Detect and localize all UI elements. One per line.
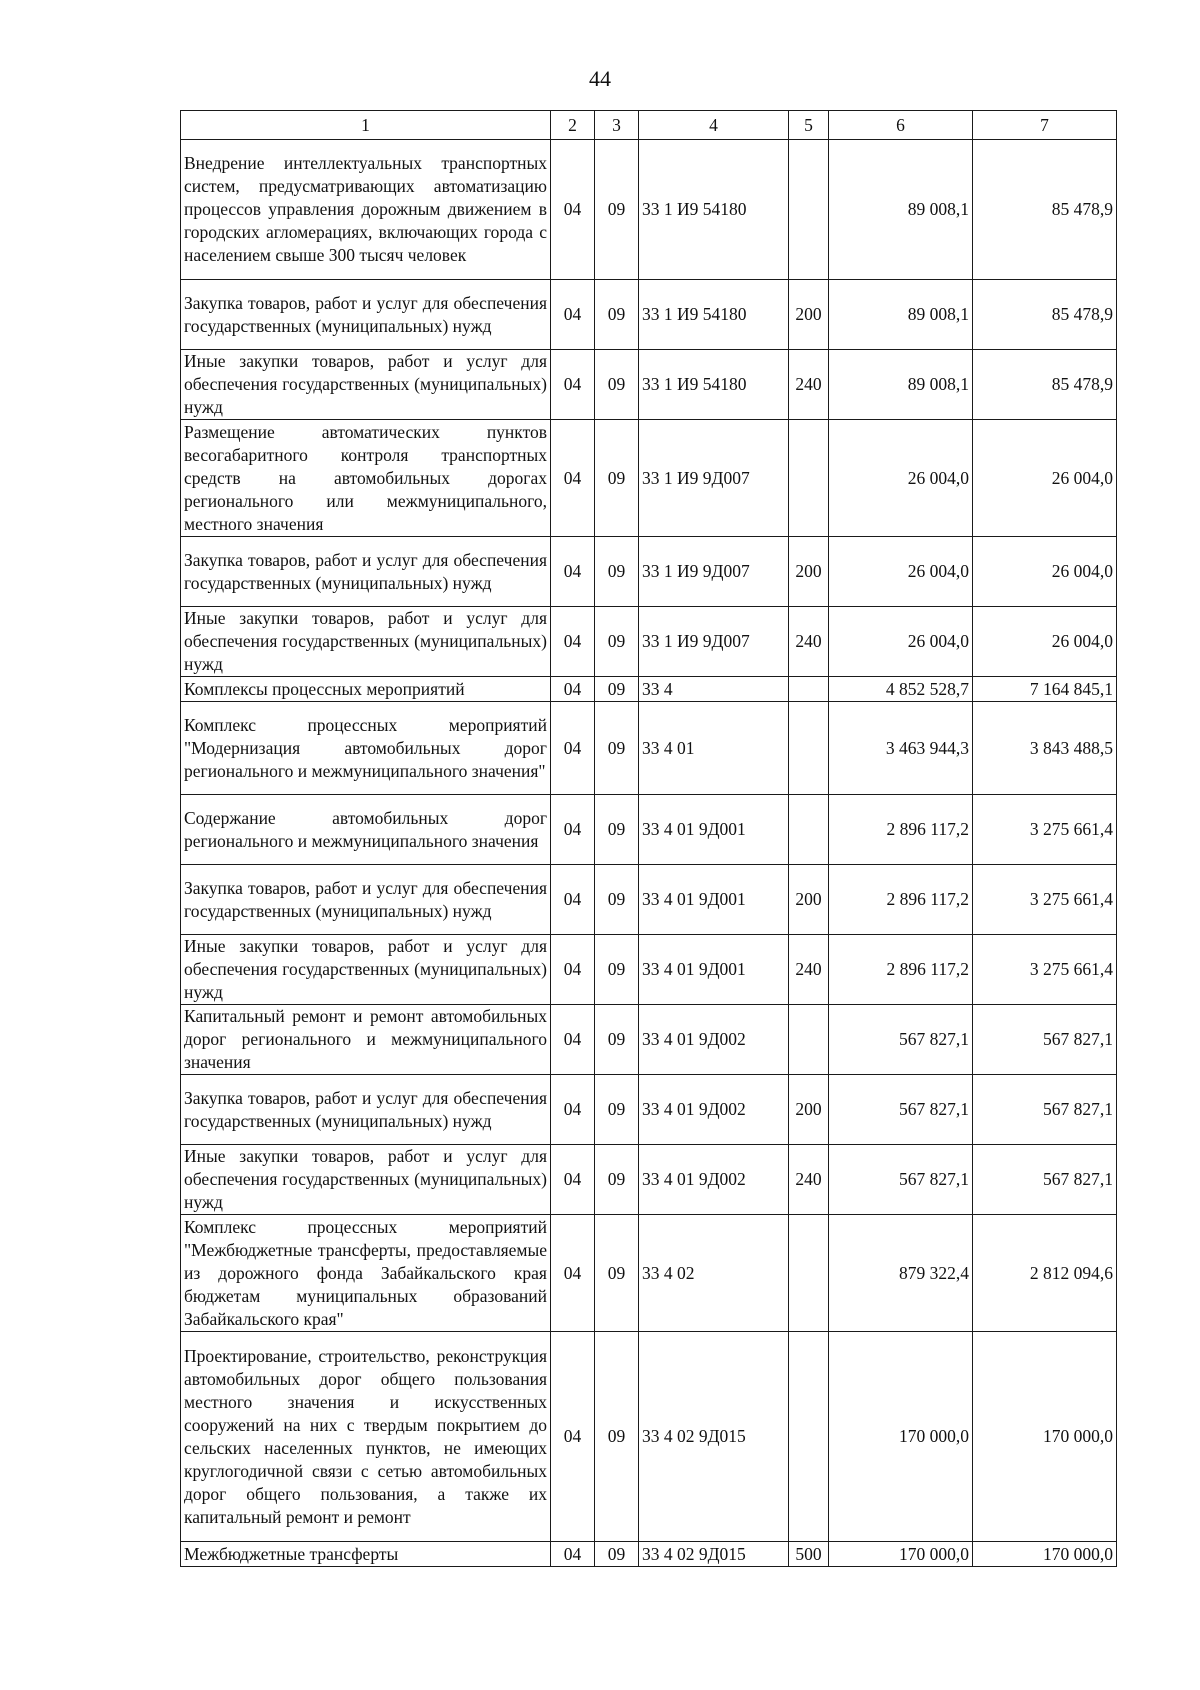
description-cell: Закупка товаров, работ и услуг для обеспечения государственных (муниципальных) нужд: [181, 1075, 551, 1145]
section-cell: 04: [551, 1215, 595, 1332]
table-row: [181, 1215, 1117, 1332]
column-header: 5: [789, 111, 829, 140]
subsection-cell: 09: [595, 350, 639, 420]
amount-year1-cell: 879 322,4: [829, 1215, 973, 1332]
description-cell: Закупка товаров, работ и услуг для обеспечения государственных (муниципальных) нужд: [181, 537, 551, 607]
subsection-cell: 09: [595, 140, 639, 280]
amount-year1-cell: 170 000,0: [829, 1542, 973, 1567]
target-code-cell: 33 1 И9 9Д007: [639, 537, 789, 607]
description-cell: Проектирование, строительство, реконструкция автомобильных дорог общего пользования местного значения и искусственных сооружений на них с твердым покрытием до сельских населенных пунктов, не имеющих круглогодичной связи с сетью автомобильных дорог общего пользования, а также их капитальный ремонт и ремонт: [181, 1332, 551, 1542]
table-row: [181, 140, 1117, 280]
subsection-cell: 09: [595, 865, 639, 935]
description-cell: Комплекс процессных мероприятий "Модернизация автомобильных дорог регионального и межмуниципального значения": [181, 702, 551, 795]
expense-type-cell: [789, 702, 829, 795]
description-cell: Размещение автоматических пунктов весогабаритного контроля транспортных средств на автомобильных дорогах регионального или межмуниципального, местного значения: [181, 420, 551, 537]
section-cell: 04: [551, 702, 595, 795]
table-row: [181, 607, 1117, 677]
subsection-cell: 09: [595, 702, 639, 795]
amount-year1-cell: 26 004,0: [829, 420, 973, 537]
table-row: [181, 935, 1117, 1005]
description-cell: Закупка товаров, работ и услуг для обеспечения государственных (муниципальных) нужд: [181, 865, 551, 935]
table-body: [181, 140, 1117, 1567]
expense-type-cell: [789, 795, 829, 865]
expense-type-cell: 200: [789, 537, 829, 607]
table-row: [181, 350, 1117, 420]
amount-year1-cell: 4 852 528,7: [829, 677, 973, 702]
expense-type-cell: [789, 677, 829, 702]
table-row: [181, 1332, 1117, 1542]
amount-year1-cell: 3 463 944,3: [829, 702, 973, 795]
subsection-cell: 09: [595, 1005, 639, 1075]
column-header: 6: [829, 111, 973, 140]
subsection-cell: 09: [595, 795, 639, 865]
section-cell: 04: [551, 935, 595, 1005]
description-cell: Иные закупки товаров, работ и услуг для обеспечения государственных (муниципальных) нужд: [181, 607, 551, 677]
amount-year2-cell: 170 000,0: [973, 1332, 1117, 1542]
section-cell: 04: [551, 865, 595, 935]
description-cell: Иные закупки товаров, работ и услуг для обеспечения государственных (муниципальных) нужд: [181, 350, 551, 420]
section-cell: 04: [551, 1145, 595, 1215]
expense-type-cell: 200: [789, 280, 829, 350]
column-header: 4: [639, 111, 789, 140]
section-cell: 04: [551, 1005, 595, 1075]
table-row: [181, 420, 1117, 537]
amount-year1-cell: 170 000,0: [829, 1332, 973, 1542]
target-code-cell: 33 4: [639, 677, 789, 702]
target-code-cell: 33 1 И9 54180: [639, 140, 789, 280]
column-header: 2: [551, 111, 595, 140]
subsection-cell: 09: [595, 1075, 639, 1145]
description-cell: Комплексы процессных мероприятий: [181, 677, 551, 702]
table-row: [181, 702, 1117, 795]
amount-year2-cell: 567 827,1: [973, 1145, 1117, 1215]
subsection-cell: 09: [595, 1542, 639, 1567]
amount-year2-cell: 26 004,0: [973, 420, 1117, 537]
amount-year2-cell: 567 827,1: [973, 1075, 1117, 1145]
expense-type-cell: 200: [789, 1075, 829, 1145]
description-cell: Комплекс процессных мероприятий "Межбюджетные трансферты, предоставляемые из дорожного фонда Забайкальского края бюджетам муниципальных образований Забайкальского края": [181, 1215, 551, 1332]
description-cell: Межбюджетные трансферты: [181, 1542, 551, 1567]
amount-year2-cell: 3 275 661,4: [973, 865, 1117, 935]
target-code-cell: 33 4 01 9Д002: [639, 1145, 789, 1215]
description-cell: Иные закупки товаров, работ и услуг для обеспечения государственных (муниципальных) нужд: [181, 1145, 551, 1215]
subsection-cell: 09: [595, 1215, 639, 1332]
section-cell: 04: [551, 1542, 595, 1567]
amount-year2-cell: 2 812 094,6: [973, 1215, 1117, 1332]
section-cell: 04: [551, 795, 595, 865]
description-cell: Закупка товаров, работ и услуг для обеспечения государственных (муниципальных) нужд: [181, 280, 551, 350]
description-cell: Иные закупки товаров, работ и услуг для обеспечения государственных (муниципальных) нужд: [181, 935, 551, 1005]
table-row: [181, 677, 1117, 702]
subsection-cell: 09: [595, 677, 639, 702]
section-cell: 04: [551, 1075, 595, 1145]
amount-year1-cell: 567 827,1: [829, 1075, 973, 1145]
expense-type-cell: 240: [789, 1145, 829, 1215]
table-row: [181, 1005, 1117, 1075]
table-row: [181, 280, 1117, 350]
column-header: 1: [181, 111, 551, 140]
amount-year1-cell: 89 008,1: [829, 350, 973, 420]
subsection-cell: 09: [595, 1332, 639, 1542]
target-code-cell: 33 4 01 9Д001: [639, 865, 789, 935]
subsection-cell: 09: [595, 420, 639, 537]
amount-year1-cell: 567 827,1: [829, 1145, 973, 1215]
expense-type-cell: [789, 1005, 829, 1075]
amount-year2-cell: 85 478,9: [973, 280, 1117, 350]
target-code-cell: 33 4 02: [639, 1215, 789, 1332]
subsection-cell: 09: [595, 1145, 639, 1215]
amount-year2-cell: 3 275 661,4: [973, 935, 1117, 1005]
subsection-cell: 09: [595, 935, 639, 1005]
amount-year1-cell: 89 008,1: [829, 280, 973, 350]
subsection-cell: 09: [595, 607, 639, 677]
amount-year2-cell: 170 000,0: [973, 1542, 1117, 1567]
description-cell: Внедрение интеллектуальных транспортных систем, предусматривающих автоматизацию процессов управления дорожным движением в городских агломерациях, включающих города с населением свыше 300 тысяч человек: [181, 140, 551, 280]
target-code-cell: 33 4 01 9Д002: [639, 1075, 789, 1145]
subsection-cell: 09: [595, 537, 639, 607]
expense-type-cell: 500: [789, 1542, 829, 1567]
amount-year2-cell: 3 275 661,4: [973, 795, 1117, 865]
expense-type-cell: [789, 420, 829, 537]
section-cell: 04: [551, 420, 595, 537]
section-cell: 04: [551, 140, 595, 280]
section-cell: 04: [551, 607, 595, 677]
target-code-cell: 33 1 И9 54180: [639, 350, 789, 420]
table-row: [181, 865, 1117, 935]
table-row: [181, 537, 1117, 607]
amount-year2-cell: 567 827,1: [973, 1005, 1117, 1075]
table-row: [181, 1145, 1117, 1215]
amount-year2-cell: 85 478,9: [973, 140, 1117, 280]
amount-year2-cell: 7 164 845,1: [973, 677, 1117, 702]
target-code-cell: 33 1 И9 54180: [639, 280, 789, 350]
description-cell: Капитальный ремонт и ремонт автомобильных дорог регионального и межмуниципального значения: [181, 1005, 551, 1075]
header-row: [181, 111, 1117, 140]
column-header: 7: [973, 111, 1117, 140]
expense-type-cell: [789, 1215, 829, 1332]
section-cell: 04: [551, 280, 595, 350]
expense-type-cell: 240: [789, 607, 829, 677]
amount-year1-cell: 89 008,1: [829, 140, 973, 280]
amount-year1-cell: 2 896 117,2: [829, 865, 973, 935]
amount-year2-cell: 3 843 488,5: [973, 702, 1117, 795]
expense-type-cell: 240: [789, 935, 829, 1005]
amount-year1-cell: 2 896 117,2: [829, 935, 973, 1005]
column-header: 3: [595, 111, 639, 140]
amount-year1-cell: 567 827,1: [829, 1005, 973, 1075]
target-code-cell: 33 1 И9 9Д007: [639, 607, 789, 677]
section-cell: 04: [551, 537, 595, 607]
target-code-cell: 33 4 02 9Д015: [639, 1542, 789, 1567]
amount-year2-cell: 26 004,0: [973, 537, 1117, 607]
target-code-cell: 33 1 И9 9Д007: [639, 420, 789, 537]
section-cell: 04: [551, 350, 595, 420]
table-row: [181, 795, 1117, 865]
target-code-cell: 33 4 01: [639, 702, 789, 795]
expense-type-cell: [789, 1332, 829, 1542]
description-cell: Содержание автомобильных дорог регионального и межмуниципального значения: [181, 795, 551, 865]
table-row: [181, 1542, 1117, 1567]
section-cell: 04: [551, 677, 595, 702]
amount-year2-cell: 26 004,0: [973, 607, 1117, 677]
expense-type-cell: 240: [789, 350, 829, 420]
target-code-cell: 33 4 01 9Д001: [639, 795, 789, 865]
page-number: 44: [589, 66, 611, 91]
amount-year1-cell: 26 004,0: [829, 537, 973, 607]
subsection-cell: 09: [595, 280, 639, 350]
amount-year2-cell: 85 478,9: [973, 350, 1117, 420]
expense-type-cell: [789, 140, 829, 280]
target-code-cell: 33 4 01 9Д002: [639, 1005, 789, 1075]
amount-year1-cell: 2 896 117,2: [829, 795, 973, 865]
target-code-cell: 33 4 02 9Д015: [639, 1332, 789, 1542]
target-code-cell: 33 4 01 9Д001: [639, 935, 789, 1005]
section-cell: 04: [551, 1332, 595, 1542]
budget-table: [180, 110, 1117, 1567]
table-row: [181, 1075, 1117, 1145]
expense-type-cell: 200: [789, 865, 829, 935]
amount-year1-cell: 26 004,0: [829, 607, 973, 677]
